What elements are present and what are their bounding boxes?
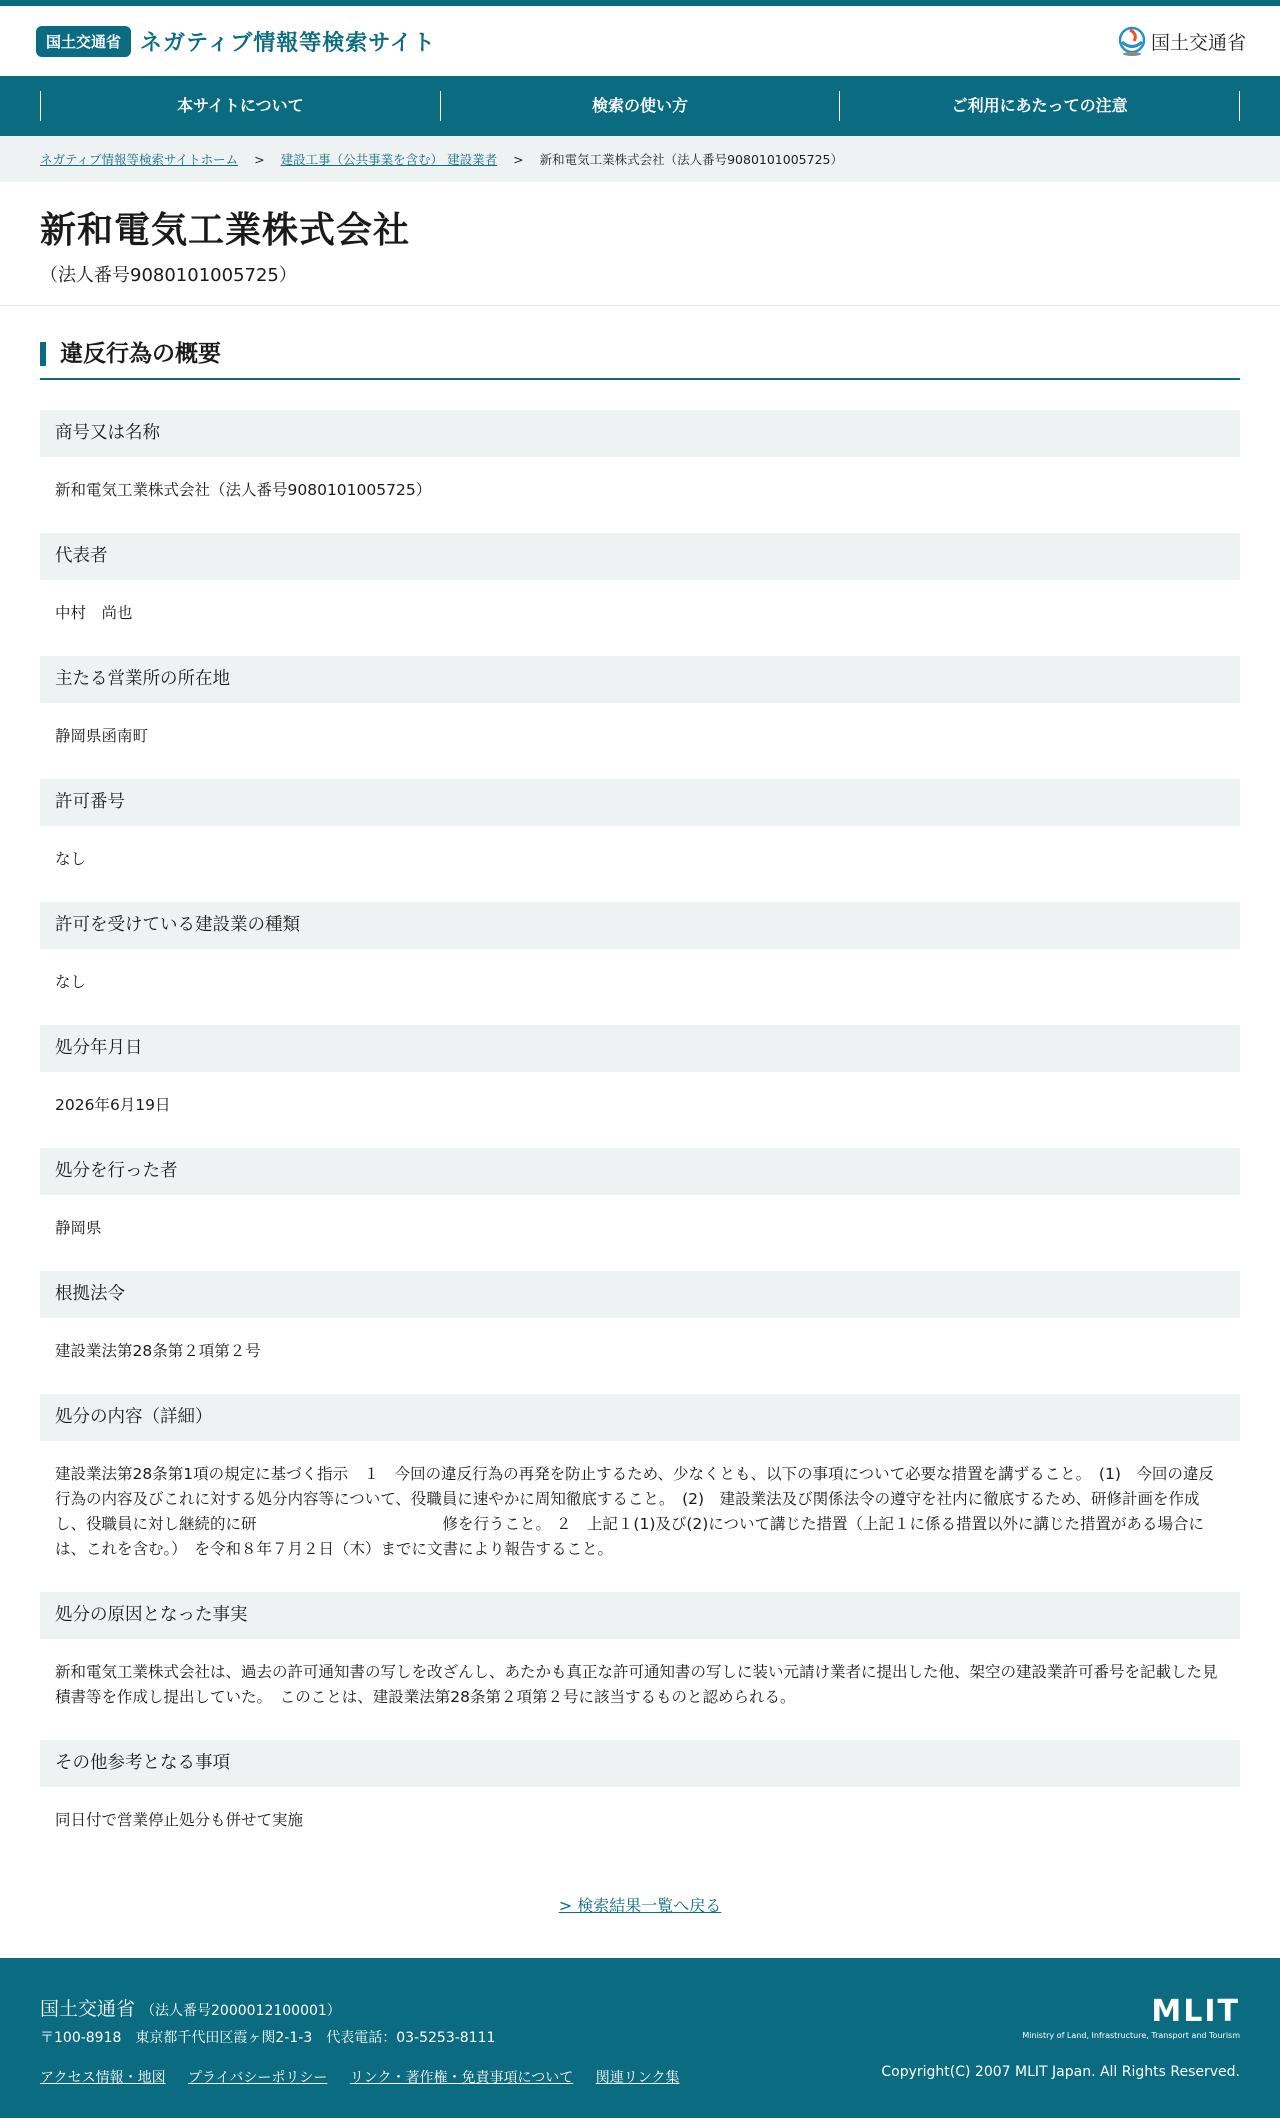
- site-title: ネガティブ情報等検索サイト: [140, 30, 436, 56]
- footer-link-copyright[interactable]: リンク・著作権・免責事項について: [349, 2070, 574, 2086]
- ministry-emblem-icon: [1117, 25, 1147, 57]
- detail-item-other-notes: [40, 1740, 1240, 1833]
- detail-label: 主たる営業所の所在地: [40, 656, 1240, 703]
- footer-org-name: 国土交通省: [40, 1998, 136, 2020]
- site-footer: [0, 1958, 1280, 2118]
- nav-about[interactable]: 本サイトについて: [40, 91, 440, 121]
- detail-item-trade-name: [40, 410, 1240, 503]
- detail-label: 処分を行った者: [40, 1148, 1240, 1195]
- breadcrumb: [0, 136, 1280, 182]
- detail-label: 根拠法令: [40, 1271, 1240, 1318]
- page-title-area: [0, 182, 1280, 306]
- detail-label: 代表者: [40, 533, 1240, 580]
- detail-item-license-types: [40, 902, 1240, 995]
- breadcrumb-separator: >: [254, 151, 265, 167]
- detail-value: 建設業法第28条第1項の規定に基づく指示 １ 今回の違反行為の再発を防止するため、少なくとも、以下の事項について必要な措置を講ずること。 (1) 今回の違反行為の内容及びこれに対する処分内容等について、役職員に速やかに周知徹底すること。 (2) 建設業法及び関係法令の遵守を社内に徹底するため、研修計画を作成し、役職員に対し継続的に研 修を行うこと。 ２ 上記１(1)及び(2)について講じた措置（上記１に係る措置以外に講じた措置がある場合には、これを含む。） を令和８年７月２日（木）までに文書により報告すること。: [55, 1465, 1214, 1558]
- section-divider: [40, 378, 1240, 380]
- page-title: 新和電気工業株式会社: [40, 210, 411, 251]
- section-heading: 違反行為の概要: [40, 342, 1240, 366]
- breadcrumb-separator: >: [513, 151, 524, 167]
- detail-label: 許可を受けている建設業の種類: [40, 902, 1240, 949]
- footer-link-related[interactable]: 関連リンク集: [595, 2070, 680, 2086]
- ministry-logo-text: 国土交通省: [1150, 31, 1246, 54]
- detail-value: 新和電気工業株式会社（法人番号9080101005725）: [55, 481, 432, 499]
- detail-item-disposition-date: [40, 1025, 1240, 1118]
- detail-label: 許可番号: [40, 779, 1240, 826]
- detail-label: 処分の原因となった事実: [40, 1592, 1240, 1639]
- detail-value: 同日付で営業停止処分も併せて実施: [55, 1811, 304, 1829]
- detail-item-cause: [40, 1592, 1240, 1710]
- detail-value: 新和電気工業株式会社は、過去の許可通知書の写しを改ざんし、あたかも真正な許可通知書の写しに装い元請け業者に提出した他、架空の建設業許可番号を記載した見積書等を作成し提出していた。 このことは、建設業法第28条第２項第２号に該当するものと認められる。: [55, 1663, 1218, 1706]
- corp-number: （法人番号9080101005725）: [40, 265, 297, 286]
- back-to-results-link[interactable]: > 検索結果一覧へ戻る: [558, 1896, 722, 1915]
- detail-item-representative: [40, 533, 1240, 626]
- detail-item-legal-basis: [40, 1271, 1240, 1364]
- breadcrumb-current: 新和電気工業株式会社（法人番号9080101005725）: [539, 152, 843, 167]
- site-header: [0, 6, 1280, 76]
- detail-value: 2026年6月19日: [55, 1096, 171, 1114]
- details-list: [40, 410, 1240, 1833]
- detail-label: 処分年月日: [40, 1025, 1240, 1072]
- mlit-logo-text: MLIT: [1151, 1994, 1240, 2029]
- nav-search-help[interactable]: 検索の使い方: [440, 91, 840, 121]
- detail-label: 処分の内容（詳細）: [40, 1394, 1240, 1441]
- back-link-wrap: [40, 1893, 1240, 1916]
- footer-address: 〒100-8918 東京都千代田区霞ヶ関2-1-3 代表電話：03-5253-8111: [40, 2030, 496, 2046]
- nav-notes[interactable]: ご利用にあたっての注意: [839, 91, 1240, 121]
- breadcrumb-home[interactable]: ネガティブ情報等検索サイトホーム: [40, 152, 239, 167]
- footer-org-corp-number: （法人番号2000012100001）: [141, 2003, 341, 2019]
- main-content: [0, 306, 1280, 1916]
- detail-value: なし: [55, 973, 87, 991]
- detail-item-license-number: [40, 779, 1240, 872]
- detail-value: 建設業法第28条第２項第２号: [55, 1342, 261, 1360]
- ministry-logo-link[interactable]: [1117, 25, 1246, 57]
- detail-value: なし: [55, 850, 87, 868]
- mlit-logo-tagline: Ministry of Land, Infrastructure, Transport and Tourism: [1022, 2031, 1240, 2040]
- detail-value: 静岡県: [55, 1219, 102, 1237]
- main-nav: [0, 76, 1280, 136]
- detail-item-issuer: [40, 1148, 1240, 1241]
- footer-link-access[interactable]: アクセス情報・地図: [40, 2070, 166, 2086]
- mlit-logo: [1022, 1994, 1240, 2040]
- detail-value: 中村 尚也: [55, 604, 133, 622]
- copyright: Copyright(C) 2007 MLIT Japan. All Rights Reserved.: [881, 2064, 1240, 2080]
- detail-label: その他参考となる事項: [40, 1740, 1240, 1787]
- site-logo-link[interactable]: [36, 26, 436, 57]
- detail-item-disposition-details: [40, 1394, 1240, 1562]
- detail-item-office-location: [40, 656, 1240, 749]
- detail-label: 商号又は名称: [40, 410, 1240, 457]
- footer-link-privacy[interactable]: プライバシーポリシー: [188, 2070, 328, 2086]
- breadcrumb-category[interactable]: 建設工事（公共事業を含む） 建設業者: [280, 152, 498, 167]
- ministry-badge: 国土交通省: [36, 26, 131, 57]
- detail-value: 静岡県函南町: [55, 727, 149, 745]
